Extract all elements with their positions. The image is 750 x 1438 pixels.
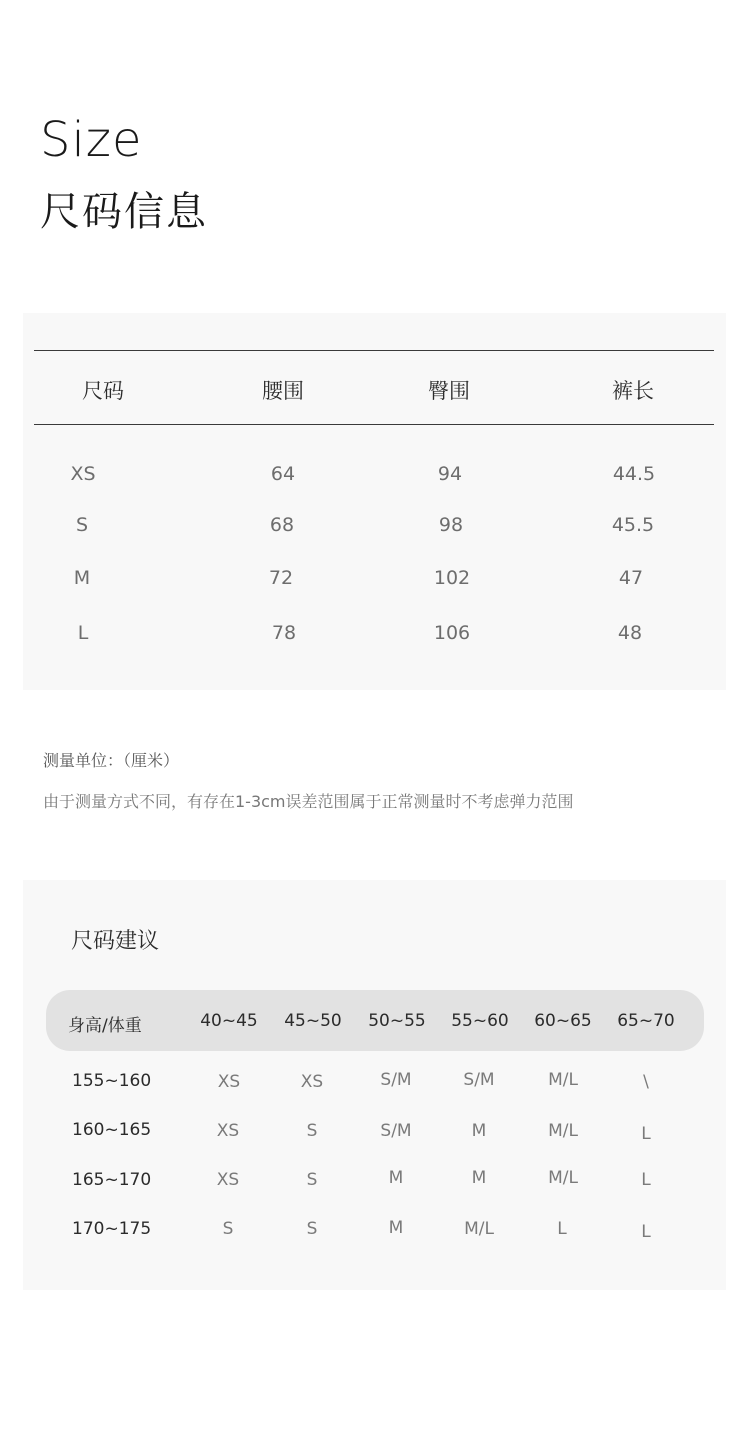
row-height-label: 155~160 — [72, 1071, 152, 1091]
table-cell: M/L — [548, 1168, 578, 1188]
table-header-rule — [34, 424, 714, 425]
table-cell: S — [75, 514, 89, 536]
table-cell: L — [641, 1222, 651, 1242]
row-height-label: 165~170 — [72, 1170, 152, 1190]
table-cell: XS — [70, 463, 96, 485]
table-cell: 94 — [437, 463, 463, 485]
table-cell: 48 — [617, 622, 643, 644]
measurement-table — [23, 313, 726, 690]
size-recommendation-table — [23, 880, 726, 1290]
recommendation-title: 尺码建议 — [71, 929, 160, 954]
table-cell: L — [641, 1170, 651, 1190]
table-cell: M/L — [548, 1121, 578, 1141]
table-cell: 102 — [433, 567, 471, 589]
table-cell: 72 — [268, 567, 294, 589]
table-cell: 44.5 — [612, 463, 656, 485]
table-cell: M — [471, 1168, 487, 1188]
table-cell: M — [73, 567, 91, 589]
table-cell: XS — [216, 1170, 240, 1190]
header-hip: 臀围 — [428, 379, 470, 403]
header-weight: 55~60 — [451, 1011, 509, 1031]
table-cell: 45.5 — [611, 514, 655, 536]
table-cell: S — [306, 1219, 318, 1239]
table-cell: L — [557, 1219, 567, 1239]
table-cell: L — [77, 622, 89, 644]
table-cell: S — [306, 1121, 318, 1141]
table-cell: XS — [300, 1072, 324, 1092]
table-top-rule — [34, 350, 714, 351]
header-weight: 60~65 — [534, 1011, 592, 1031]
header-height-weight: 身高/体重 — [68, 1016, 142, 1036]
table-cell: 106 — [433, 622, 471, 644]
table-cell: M — [471, 1121, 487, 1141]
table-cell: S/M — [380, 1121, 412, 1141]
title-english: Size — [40, 112, 143, 168]
header-weight: 50~55 — [368, 1011, 426, 1031]
header-length: 裤长 — [612, 379, 654, 403]
title-chinese: 尺码信息 — [40, 189, 208, 235]
table-cell: S/M — [463, 1070, 495, 1090]
table-cell: 64 — [270, 463, 296, 485]
table-cell: 78 — [271, 622, 297, 644]
table-cell: L — [641, 1124, 651, 1144]
header-size: 尺码 — [82, 379, 124, 403]
tolerance-note: 由于测量方式不同，有存在1-3cm误差范围属于正常测量时不考虑弹力范围 — [43, 792, 574, 811]
table-cell: S — [306, 1170, 318, 1190]
header-weight: 65~70 — [617, 1011, 675, 1031]
table-cell: M — [388, 1218, 404, 1238]
table-cell: M/L — [464, 1219, 494, 1239]
table-cell: S — [222, 1219, 234, 1239]
row-height-label: 160~165 — [72, 1120, 152, 1140]
table-cell: S/M — [380, 1070, 412, 1090]
table-cell: 98 — [438, 514, 464, 536]
row-height-label: 170~175 — [72, 1219, 152, 1239]
measurement-unit-note: 测量单位：（厘米） — [43, 751, 180, 770]
table-cell: XS — [216, 1121, 240, 1141]
header-weight: 40~45 — [200, 1011, 258, 1031]
table-cell: 68 — [269, 514, 295, 536]
header-weight: 45~50 — [284, 1011, 342, 1031]
header-waist: 腰围 — [262, 379, 304, 403]
table-cell: M — [388, 1168, 404, 1188]
table-cell: M/L — [548, 1070, 578, 1090]
table-cell: \ — [643, 1072, 649, 1092]
table-cell: XS — [217, 1072, 241, 1092]
table-cell: 47 — [618, 567, 644, 589]
